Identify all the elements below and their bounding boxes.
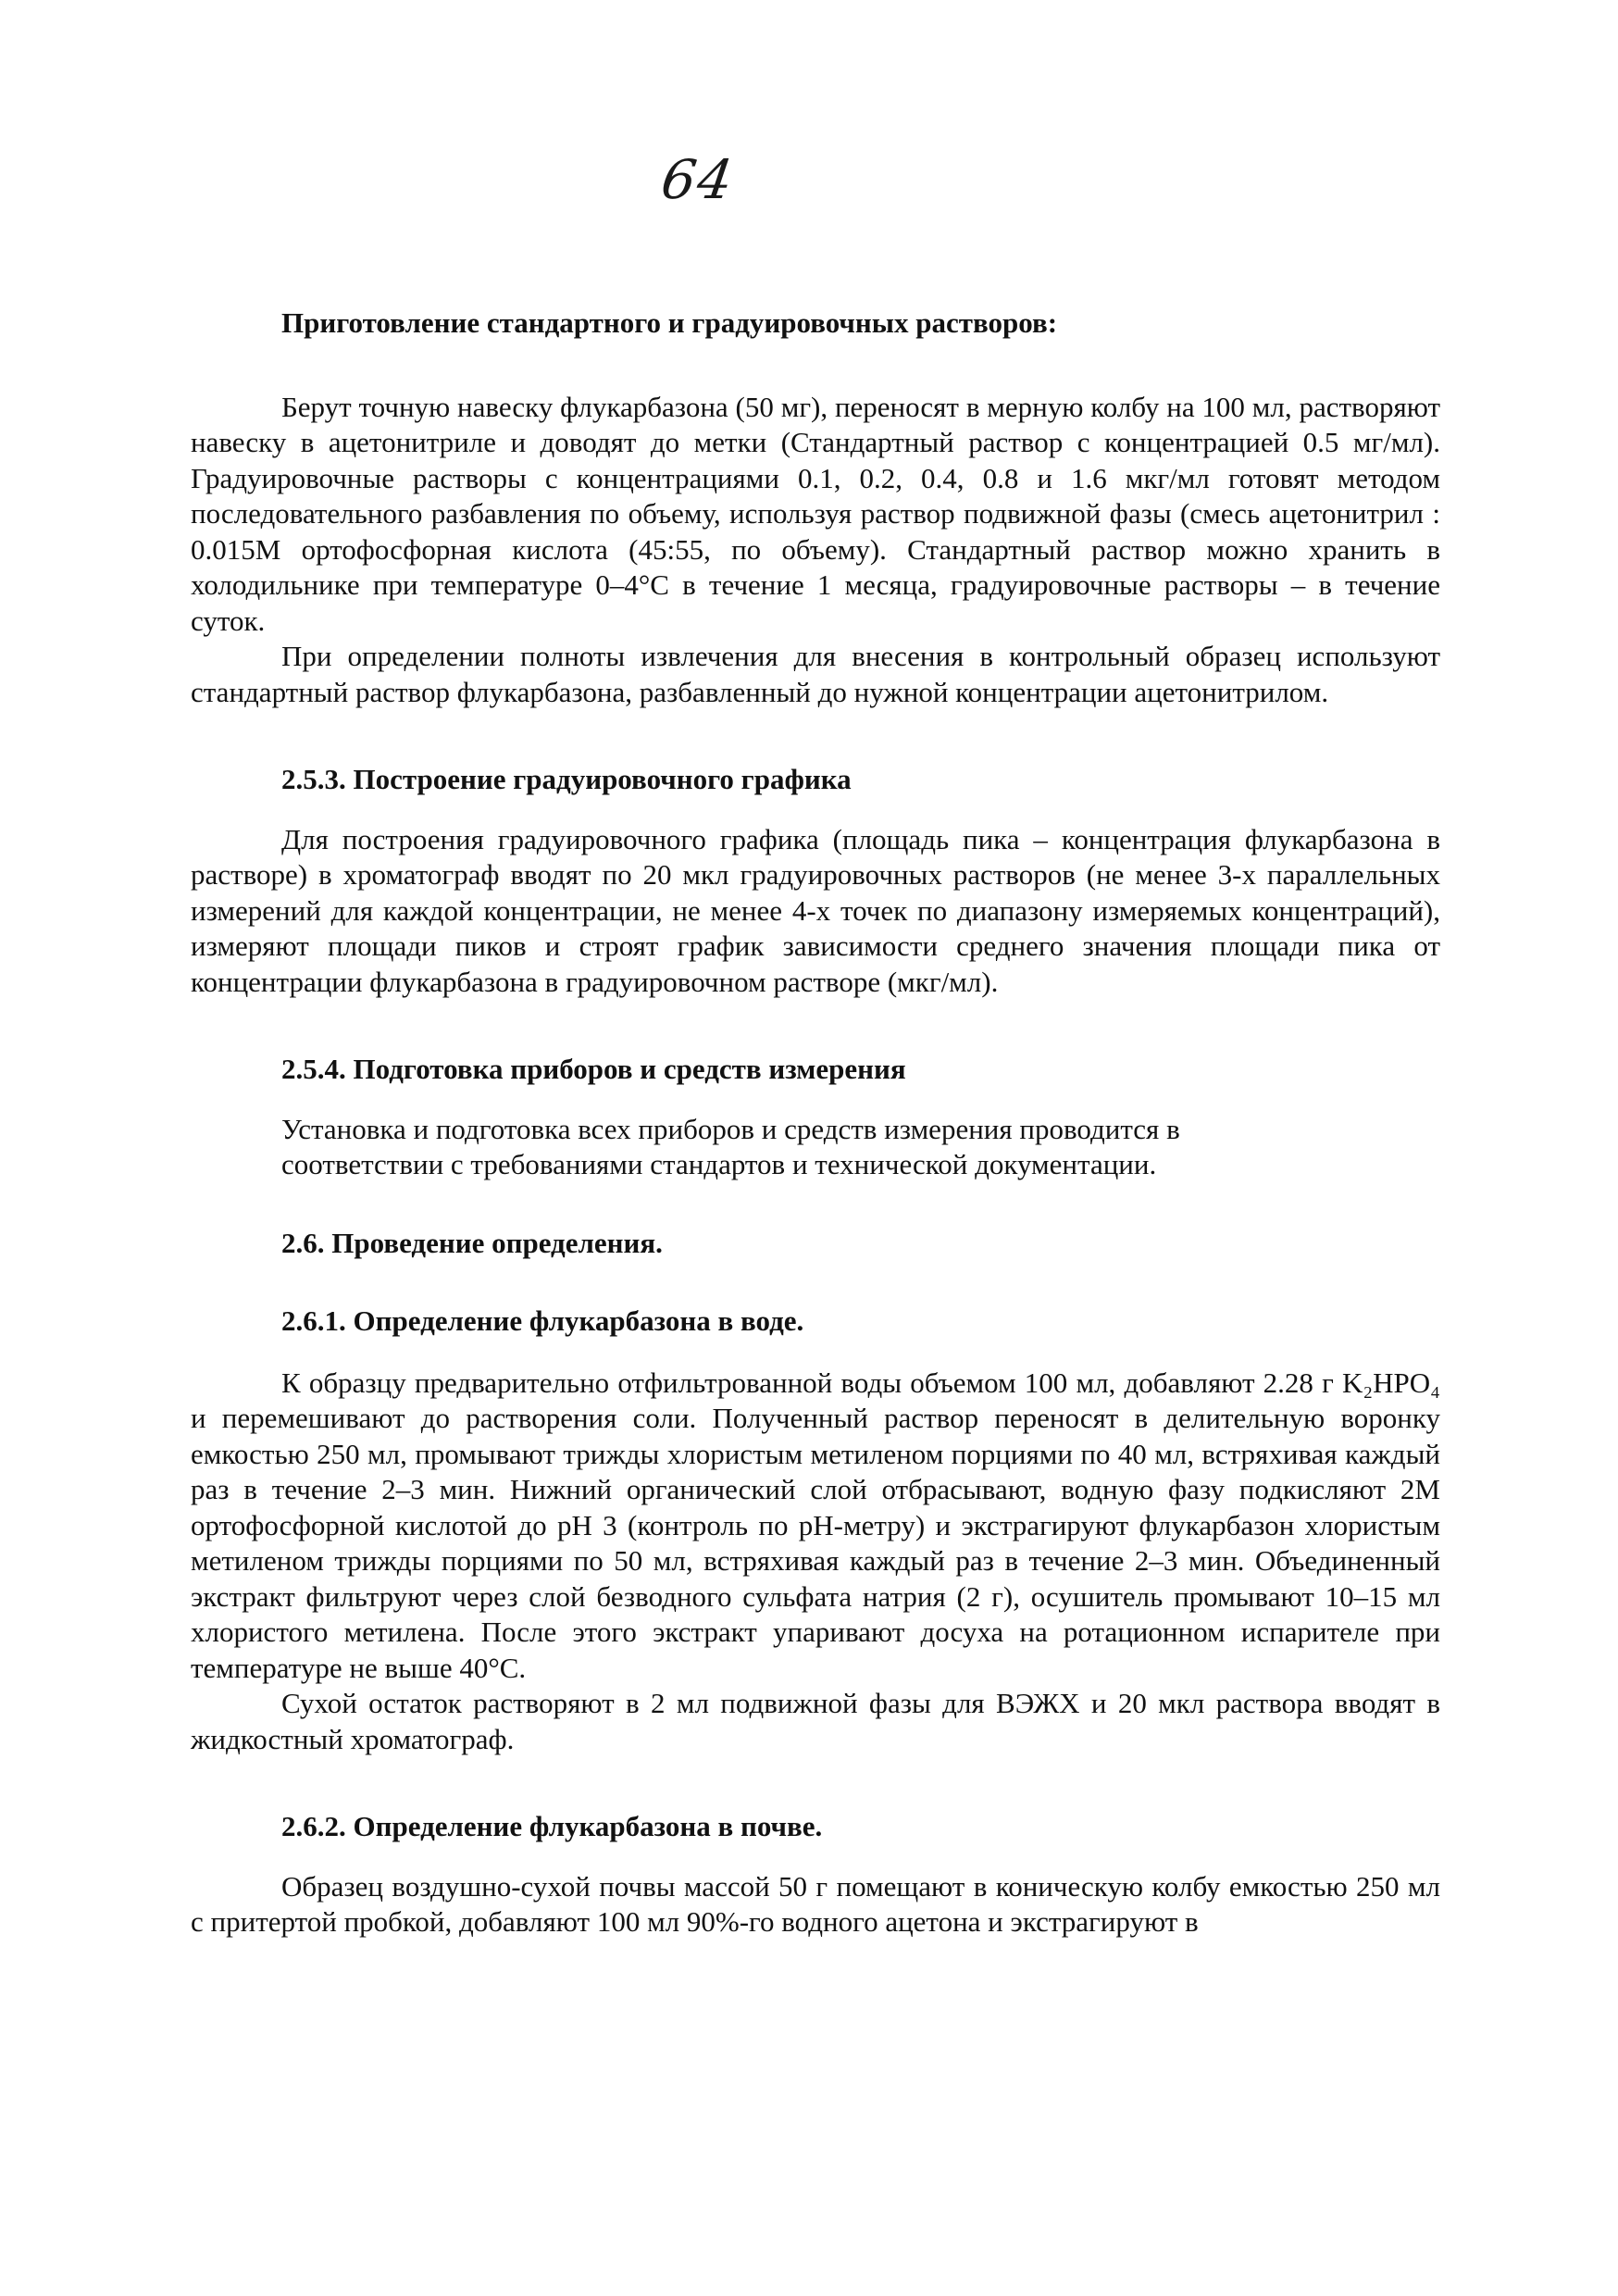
prep-paragraph-2: При определении полноты извлечения для внесения в контрольный образец используют стандартный раствор флукарбазона, разбавленный до нужной концентрации ацетонитрилом. <box>191 640 1440 708</box>
prep-paragraph-1: Берут точную навеску флукарбазона (50 мг), переносят в мерную колбу на 100 мл, растворяют навеску в ацетонитриле и доводят до метки (Стандартный раствор с концентрацией 0.5 мг/мл). Градуировочные растворы с концентрациями 0.1, 0.2, 0.4, 0.8 и 1.6 мкг/мл готовят методом последовательного разбавления по объему, используя раствор подвижной фазы (смесь ацетонитрил : 0.015М ортофосфорная кислота (45:55, по объему). Стандартный раствор можно хранить в холодильнике при температуре 0–4°С в течение 1 месяца, градуировочные растворы – в течение суток. <box>191 390 1440 637</box>
section-2-5-4-heading: 2.5.4. Подготовка приборов и средств измерения <box>281 1053 906 1085</box>
section-2-6-2-paragraph: Образец воздушно-сухой почвы массой 50 г помещают в коническую колбу емкостью 250 мл с притертой пробкой, добавляют 100 мл 90%-го водного ацетона и экстрагируют в <box>191 1869 1440 1938</box>
section-2-6-1-paragraph-1: К образцу предварительно отфильтрованной воды объемом 100 мл, добавляют 2.28 г K₂HPO₄ и перемешивают до растворения соли. Полученный раствор переносят в делительную воронку емкостью 250 мл, промывают трижды хлористым метиленом порциями по 40 мл, встряхивая каждый раз в течение 2–3 мин. Нижний органический слой отбрасывают, водную фазу подкисляют 2М ортофосфорной кислотой до pH 3 (контроль по pH-метру) и экстрагируют флукарбазон хлористым метиленом трижды порциями по 50 мл, встряхивая каждый раз в течение 2–3 мин. Объединенный экстракт фильтруют через слой безводного сульфата натрия (2 г), осушитель промывают 10–15 мл хлористого метилена. После этого экстракт упаривают досуха на ротационном испарителе при температуре не выше 40°С. <box>191 1366 1440 1684</box>
document-body <box>191 306 1440 1940</box>
section-2-6-2-heading: 2.6.2. Определение флукарбазона в почве. <box>281 1810 823 1842</box>
handwritten-page-number: 64 <box>657 148 739 211</box>
section-2-6-1-heading: 2.6.1. Определение флукарбазона в воде. <box>281 1304 804 1337</box>
section-2-5-3-paragraph: Для построения градуировочного графика (площадь пика – концентрация флукарбазона в растворе) в хроматограф вводят по 20 мкл градуировочных растворов (не менее 3-х параллельных измерений для каждой концентрации, не менее 4-х точек по диапазону измеряемых концентраций), измеряют площади пиков и строят график зависимости среднего значения площади пика от концентрации флукарбазона в градуировочном растворе (мкг/мл). <box>191 822 1440 998</box>
section-2-5-3-heading: 2.5.3. Построение градуировочного графика <box>281 763 852 795</box>
section-2-6-heading: 2.6. Проведение определения. <box>281 1226 663 1259</box>
prep-heading: Приготовление стандартного и градуировочных растворов: <box>281 306 1058 339</box>
section-2-6-1-paragraph-2: Сухой остаток растворяют в 2 мл подвижной фазы для ВЭЖХ и 20 мкл раствора вводят в жидкостный хроматограф. <box>191 1687 1440 1755</box>
section-2-5-4-paragraph: Установка и подготовка всех приборов и средств измерения проводится в соответствии с требованиями стандартов и технической документации. <box>281 1112 1180 1180</box>
